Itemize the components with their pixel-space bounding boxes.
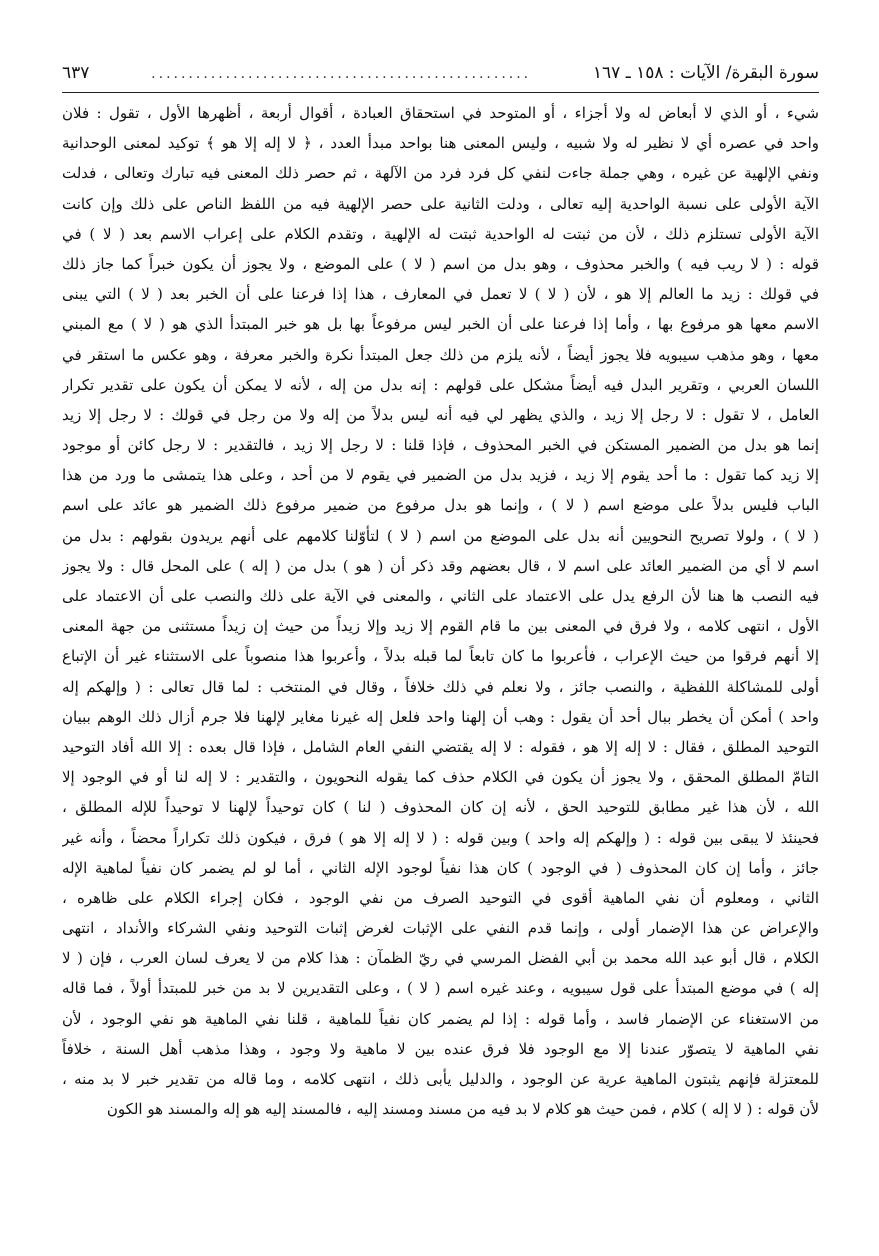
- body-line: ونفي الإلهية عن غيره ، وهي جملة جاءت لنفي كل فرد فرد من الآلهة ، ثم حصر ذلك المعنى فيه تبارك وتعالى ، فدلت: [62, 164, 819, 183]
- body-line: واحد ) أمكن أن يخطر ببال أحد أن يقول : وهب أن إلهنا واحد فلعل إله غيرنا مغاير لإلهنا فلا جرم أزال ذلك الوهم ببيان: [62, 707, 819, 726]
- body-line: الله ، لأن هذا غير مطابق للتوحيد الحق ، لأنه إن كان المحذوف ( لنا ) كان توحيداً لإلهنا لا توحيداً للإله المطلق ،: [62, 798, 819, 817]
- body-line: الكلام ، قال أبو عبد الله محمد بن أبي الفضل المرسي في ريّ الظمآن : هذا كلام من لا يعرف لسان العرب ، فإن ( لا: [62, 949, 819, 968]
- body-line: إلا أنهم فرقوا من حيث الإعراب ، فأعربوا ما كان تابعاً لما قبله بدلاً ، وأعربوا هذا منصوباً على الاستثناء غير أن الإتباع: [62, 647, 819, 666]
- running-header-leader-dots: ...................................................: [151, 66, 532, 82]
- body-line: الثاني ، ومعلوم أن نفي الماهية أقوى في التوحيد الصرف من نفي الوجود ، فكان إجراء الكلام على ظاهره ،: [62, 888, 819, 907]
- body-line: واحد في عصره أي لا نظير له ولا شبيه ، وليس المعنى هنا بواحد مبدأ العدد ، ﴿ لا إله إلا هو ﴾ توكيد لمعنى الوحدانية: [62, 134, 819, 153]
- body-line: الأول ، انتهى كلامه ، ولا فرق في المعنى بين ما قام القوم إلا زيد وإلا زيداً من حيث إن زيداً مستثنى من جهة المعنى: [62, 617, 819, 636]
- body-line: إنما هو بدل من الضمير المستكن في الخبر المحذوف ، فإذا قلنا : لا رجل إلا زيد ، فالتقدير : لا رجل كائن أو موجود: [62, 436, 819, 455]
- body-line: الآية الأولى تستلزم ذلك ، لأن من ثبتت له الواحدية ثبتت له الإلهية ، وتقدم الكلام على إعراب الاسم بعد ( لا ) في: [62, 224, 819, 243]
- body-line: إلا زيد كما تقول : ما أحد يقوم إلا زيد ، فزيد بدل من الضمير في يقوم لا من أحد ، وعلى هذا يتمشى ما ورد من هذا: [62, 466, 819, 485]
- body-line: أولى للمشاكلة اللفظية ، والنصب جائز ، ولا نعلم في ذلك خلافاً ، وقال في المنتخب : لما قال تعالى : ( وإلهكم إله: [62, 677, 819, 696]
- body-line: من الاستغناء عن الإضمار فاسد ، وأما قوله : إذا لم يضمر كان نفياً للماهية ، قلنا نفي الماهية هو نفي الوجود ، لأن: [62, 1009, 819, 1028]
- body-line: اللسان العربي ، وتقرير البدل فيه أيضاً مشكل على قولهم : إنه بدل من إله ، لأنه لا يمكن أن يكون على تقدير تكرار: [62, 375, 819, 394]
- body-line: في قولك : زيد ما العالم إلا هو ، لأن ( لا ) لا تعمل في المعارف ، هذا إذا فرعنا على أن الخبر بعد ( لا ) التي يبنى: [62, 285, 819, 304]
- body-line: قوله : ( لا ريب فيه ) والخبر محذوف ، وهو بدل من اسم ( لا ) على الموضع ، ولا يجوز أن يكون خبراً كما جاز ذلك: [62, 254, 819, 273]
- body-line: التامّ المطلق المحقق ، ولا يجوز أن يكون في الكلام حذف كما يقوله النحويون ، والتقدير : لا إله لنا أو في الوجود إلا: [62, 768, 819, 787]
- body-line: والإعراض عن هذا الإضمار أولى ، وإنما قدم النفي على الإثبات لغرض إثبات التوحيد ونفي الشركاء والأنداد ، انتهى: [62, 919, 819, 938]
- body-line: نفي الماهية لا يتصوّر عندنا إلا مع الوجود فلا فرق عنده بين لا ماهية ولا وجود ، وهذا مذهب أهل السنة ، خلافاً: [62, 1039, 819, 1058]
- body-line: شيء ، أو الذي لا أبعاض له ولا أجزاء ، أو المتوحد في استحقاق العبادة ، أقوال أربعة ، أظهرها الأول ، تقول : فلان: [62, 104, 819, 122]
- running-header-title: سورة البقرة/ الآيات : ١٥٨ ـ ١٦٧: [592, 63, 819, 83]
- body-line: للمعتزلة فإنهم يثبتون الماهية عرية عن الوجود ، والدليل يأبى ذلك ، انتهى كلامه ، وما قاله من تقدير خبر لا بد منه ،: [62, 1070, 819, 1088]
- body-line: اسم لا أي من الضمير العائد على اسم لا ، قال بعضهم وقد ذكر أن ( هو ) بدل من ( إله ) على المحل قال : ولا يجوز: [62, 556, 819, 575]
- body-line: لأن قوله : ( لا إله ) كلام ، فمن حيث هو كلام لا بد فيه من مسند ومسند إليه ، فالمسند إليه هو إله والمسند هو الكون: [106, 1100, 819, 1119]
- body-line: إله ) في موضع المبتدأ على قول سيبويه ، وعند غيره اسم ( لا ) ، وعلى التقديرين لا بد من خبر للمبتدأ أولاً ، فما قاله: [62, 979, 819, 998]
- body-text: [62, 98, 819, 1124]
- body-line: الباب فليس بدلاً على موضع اسم ( لا ) ، وإنما هو بدل مرفوع من ضمير مرفوع ذلك الضمير هو عائد على اسم: [62, 496, 819, 515]
- body-line: الآية الأولى على نسبة الواحدية إليه تعالى ، ودلت الثانية على حصر الإلهية فيه من اللفظ الناص على ذلك وإن كانت: [62, 194, 819, 213]
- body-line: ( لا ) ، ولولا تصريح النحويين أنه بدل على الموضع من اسم ( لا ) لتأوّلنا كلامهم على أنهم يريدون بقولهم : بدل من: [62, 526, 819, 545]
- body-line: العامل ، لا تقول : لا رجل إلا زيد ، والذي يظهر لي فيه أنه ليس بدلاً من إله ولا من رجل في قولك : لا رجل إلا زيد: [62, 405, 819, 424]
- body-line: فيه النصب ها هنا لأن الرفع يدل على الاعتماد على الثاني ، والمعنى في الآية على ذلك والنصب على أن الاعتماد على: [62, 587, 819, 605]
- body-line: معها ، وهو مذهب سيبويه فلا يجوز أيضاً ، لأنه يلزم من ذلك جعل المبتدأ نكرة والخبر معرفة ، وهو عكس ما استقر في: [62, 345, 819, 364]
- body-line: جائز ، وأما إن كان المحذوف ( في الوجود ) كان هذا نفياً لوجود الإله الثاني ، أما لو لم يضمر كان نفياً لماهية الإله: [62, 858, 819, 877]
- running-header: [62, 62, 819, 92]
- body-line: فحينئذ لا يبقى بين قوله : ( وإلهكم إله واحد ) وبين قوله : ( لا إله إلا هو ) فرق ، فيكون ذلك تكراراً محضاً ، وأنه غير: [62, 828, 819, 847]
- body-line: الاسم معها هو مرفوع بها ، وأما إذا فرعنا على أن الخبر ليس مرفوعاً بها بل هو خبر المبتدأ الذي هو ( لا ) مع المبني: [62, 315, 819, 334]
- header-divider: [62, 92, 819, 93]
- body-line: التوحيد المطلق ، فقال : لا إله إلا هو ، فقوله : لا إله يقتضي النفي العام الشامل ، فإذا قال بعده : إلا الله أفاد التوحيد: [62, 737, 819, 756]
- page-number: ٦٣٧: [62, 63, 90, 83]
